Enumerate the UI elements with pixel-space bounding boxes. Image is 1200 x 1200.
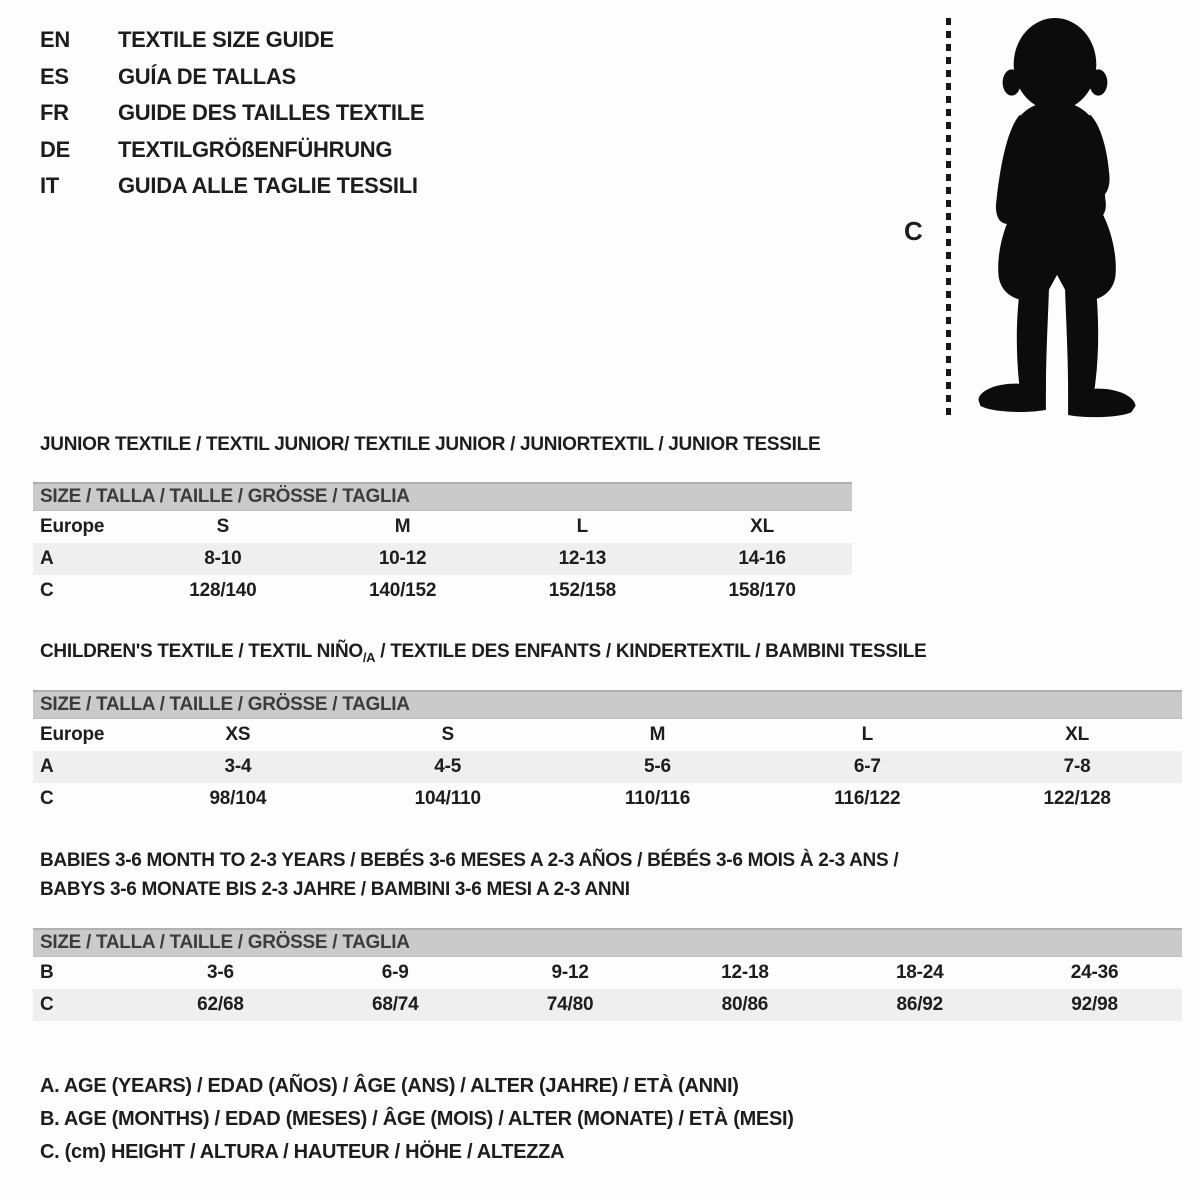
value-cell: 3-4 [224, 756, 252, 777]
column-header: XL [1065, 724, 1090, 745]
row-label: A [40, 756, 54, 777]
value-cell: 92/98 [1071, 994, 1118, 1015]
value-cell: 110/116 [624, 788, 691, 809]
value-cell: 158/170 [728, 580, 796, 601]
table-row-height [33, 783, 1182, 815]
column-header: M [394, 516, 411, 537]
row-label: B [40, 962, 54, 983]
value-cell: 74/80 [546, 994, 594, 1015]
babies-title-line2: BABYS 3-6 MONATE BIS 2-3 JAHRE / BAMBINI 3-6 MESI A 2-3 ANNI [40, 879, 630, 900]
children-title-rest: / TEXTILE DES ENFANTS / KINDERTEXTIL / BAMBINI TESSILE [375, 641, 927, 662]
lang-title: GUIDA ALLE TAGLIE TESSILI [118, 173, 418, 199]
lang-code: EN [40, 27, 70, 53]
toddler-silhouette-image [966, 12, 1148, 420]
column-header: L [576, 516, 589, 537]
babies-title-line1: BABIES 3-6 MONTH TO 2-3 YEARS / BEBÉS 3-6 MESES A 2-3 AÑOS / BÉBÉS 3-6 MOIS À 2-3 ANS / [40, 850, 899, 871]
lang-row-es [40, 59, 424, 96]
lang-code: IT [40, 173, 59, 199]
value-cell: 24-36 [1070, 962, 1119, 983]
size-header-bar: SIZE / TALLA / TAILLE / GRÖSSE / TAGLIA [33, 482, 852, 511]
column-header: XL [750, 516, 775, 537]
junior-section-title: JUNIOR TEXTILE / TEXTIL JUNIOR/ TEXTILE JUNIOR / JUNIORTEXTIL / JUNIOR TESSILE [40, 434, 821, 455]
value-cell: 8-10 [204, 548, 242, 569]
size-header-bar: SIZE / TALLA / TAILLE / GRÖSSE / TAGLIA [33, 928, 1182, 957]
height-marker-label: C [904, 216, 923, 246]
value-cell: 7-8 [1063, 756, 1091, 777]
value-cell: 122/128 [1043, 788, 1111, 809]
lang-row-de [40, 132, 424, 169]
note-height-cm: C. (cm) HEIGHT / ALTURA / HAUTEUR / HÖHE / ALTEZZA [40, 1141, 565, 1163]
column-header: L [861, 724, 873, 745]
value-cell: 140/152 [368, 580, 437, 601]
value-cell: 9-12 [551, 962, 589, 983]
column-header: Europe [40, 724, 105, 745]
lang-title: TEXTILGRÖßENFÜHRUNG [118, 136, 393, 162]
value-cell: 62/68 [197, 994, 244, 1015]
row-label: A [40, 548, 54, 569]
value-cell: 152/158 [548, 580, 617, 601]
children-title-subscript: /A [362, 650, 376, 665]
value-cell: 4-5 [434, 756, 462, 777]
table-row-height [33, 575, 852, 607]
value-cell: 128/140 [189, 580, 257, 601]
value-cell: 116/122 [834, 788, 901, 809]
note-age-years: A. AGE (YEARS) / EDAD (AÑOS) / ÂGE (ANS) / ALTER (JAHRE) / ETÀ (ANNI) [40, 1075, 739, 1097]
column-header: S [216, 516, 230, 537]
language-title-list [40, 22, 424, 205]
lang-row-en [40, 22, 424, 59]
babies-size-table [33, 928, 1182, 1021]
value-cell: 6-9 [381, 962, 409, 983]
children-title-main: CHILDREN'S TEXTILE / TEXTIL NIÑO [40, 641, 363, 662]
column-header: Europe [40, 516, 105, 537]
value-cell: 12-13 [558, 548, 607, 569]
babies-section-title [40, 846, 898, 904]
value-cell: 68/74 [371, 994, 419, 1015]
row-label: C [40, 994, 54, 1015]
height-dashed-line [946, 18, 951, 416]
value-cell: 80/86 [721, 994, 769, 1015]
table-row-height [33, 989, 1182, 1021]
value-cell: 14-16 [738, 548, 786, 569]
value-cell: 3-6 [206, 962, 234, 983]
value-cell: 12-18 [721, 962, 769, 983]
table-row-age [33, 543, 852, 575]
table-header-row [33, 511, 852, 543]
column-header: XS [225, 724, 251, 745]
lang-code: ES [40, 63, 69, 89]
size-header-bar: SIZE / TALLA / TAILLE / GRÖSSE / TAGLIA [33, 690, 1182, 719]
value-cell: 5-6 [644, 756, 671, 777]
row-label: C [40, 580, 54, 601]
column-header: M [649, 724, 666, 745]
value-cell: 18-24 [895, 962, 944, 983]
legend-notes [40, 1070, 794, 1169]
lang-code: DE [40, 136, 70, 162]
lang-row-fr [40, 95, 424, 132]
note-age-months: B. AGE (MONTHS) / EDAD (MESES) / ÂGE (MOIS) / ALTER (MONATE) / ETÀ (MESI) [40, 1108, 794, 1130]
value-cell: 86/92 [896, 994, 944, 1015]
column-header: S [441, 724, 454, 745]
junior-size-table [33, 482, 852, 607]
children-size-table [33, 690, 1182, 815]
lang-title: GUIDE DES TAILLES TEXTILE [118, 100, 425, 126]
value-cell: 98/104 [209, 788, 267, 809]
lang-title: GUÍA DE TALLAS [118, 63, 296, 89]
children-section-title [40, 641, 926, 665]
lang-row-it [40, 168, 424, 205]
row-label: C [40, 788, 54, 809]
value-cell: 10-12 [378, 548, 427, 569]
lang-title: TEXTILE SIZE GUIDE [118, 27, 334, 53]
table-row-age [33, 751, 1182, 783]
table-row-months [33, 957, 1182, 989]
lang-code: FR [40, 100, 69, 126]
value-cell: 6-7 [853, 756, 881, 777]
table-header-row [33, 719, 1182, 751]
value-cell: 104/110 [414, 788, 481, 809]
